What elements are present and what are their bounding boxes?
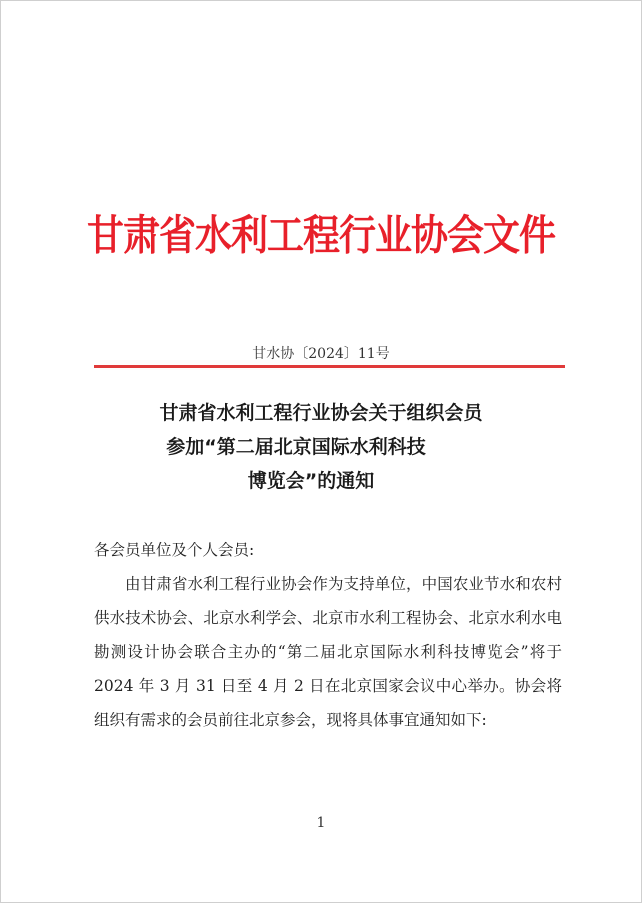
org-header: 甘肃省水利工程行业协会文件 [87,211,555,260]
document-title [1,396,641,498]
page-number: 1 [316,815,326,831]
salutation: 各会员单位及个人会员: [94,541,255,559]
title-line-3: 博览会”的通知 [247,470,375,492]
title-line-2: 参加“第二届北京国际水利科技 [166,436,426,458]
red-divider-line [94,365,565,368]
document-body [94,533,562,737]
document-number: 甘水协〔2024〕11号 [252,346,390,362]
body-paragraph: 由甘肃省水利工程行业协会作为支持单位，中国农业节水和农村供水技术协会、北京水利学会、北京市水利工程协会、北京水利水电勘测设计协会联合主办的“第二届北京国际水利科技博览会”将于 2024 年 3 月 31 日至 4 月 2 日在北京国家会议中心举办。协会将组织有需求的会员前往北京参会，现将具体事宜通知如下: [94,575,562,729]
title-line-1: 甘肃省水利工程行业协会关于组织会员 [159,402,483,424]
